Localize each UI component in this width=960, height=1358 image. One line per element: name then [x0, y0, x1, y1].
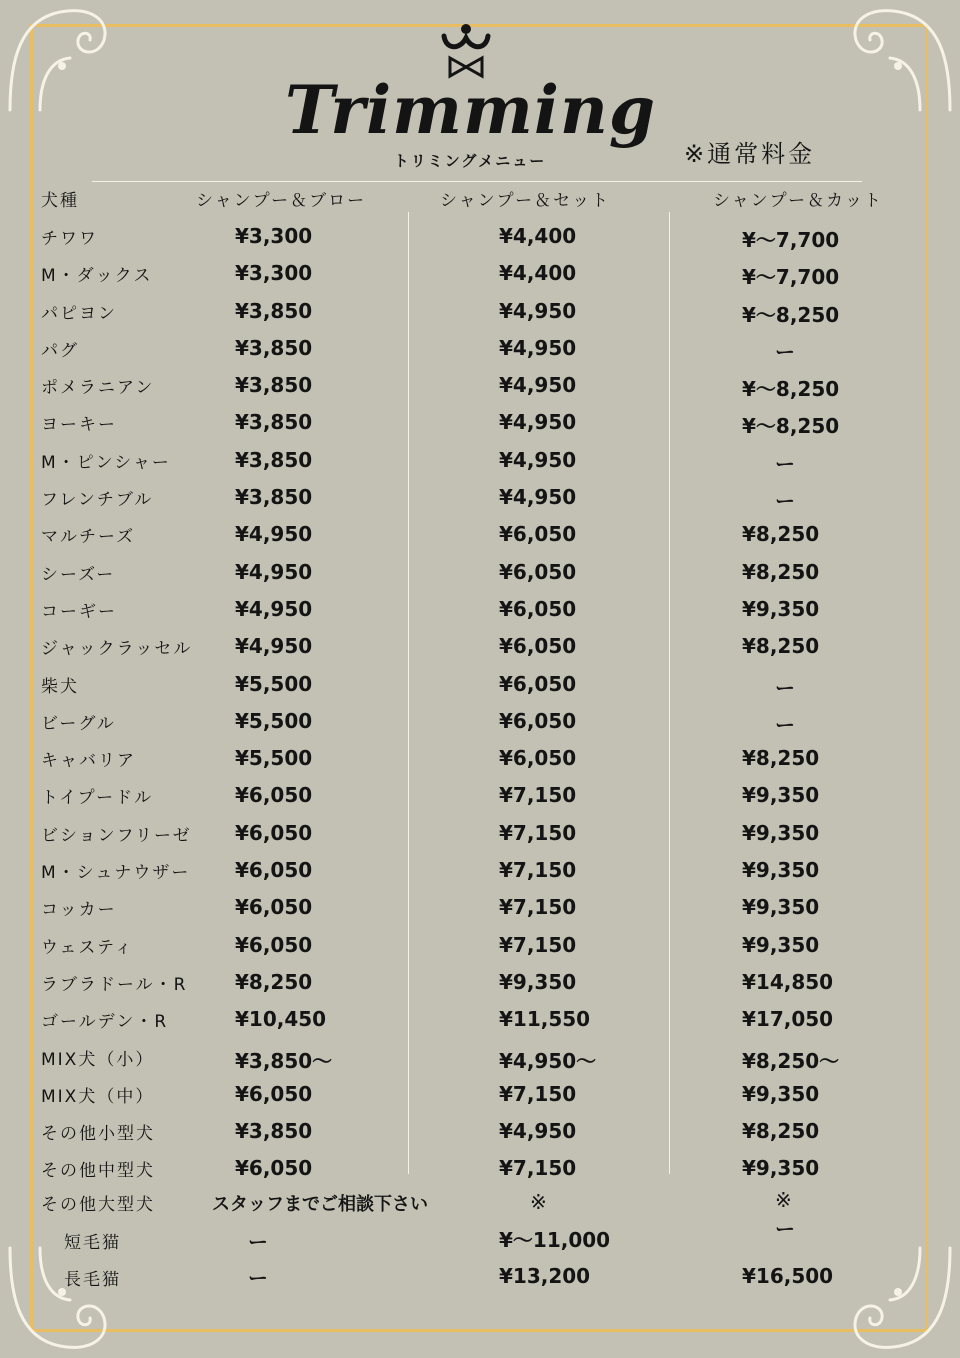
- price-blow: ¥3,300: [235, 261, 313, 286]
- table-row: [0, 293, 960, 330]
- table-row: [0, 889, 960, 926]
- price-blow: ¥3,850: [235, 1119, 313, 1144]
- table-row: [0, 1039, 960, 1076]
- price-cut: ¥8,250: [742, 746, 820, 771]
- price-blow: ¥5,500: [235, 671, 313, 696]
- price-set: ¥4,950: [499, 298, 577, 323]
- breed-name: その他大型犬: [41, 1195, 155, 1215]
- price-cut: ¥8,250: [742, 559, 820, 584]
- price-set: ¥4,400: [499, 224, 577, 248]
- price-set: ¥6,050: [499, 671, 577, 696]
- breed-name: M・シュナウザー: [41, 863, 191, 884]
- asterisk-mark: ※: [530, 1190, 547, 1214]
- price-cut: ¥9,350: [742, 895, 820, 920]
- price-blow: ¥6,050: [235, 858, 313, 883]
- corner-flourish-icon: [840, 0, 960, 120]
- table-row: [0, 554, 960, 591]
- breed-name: ゴールデン・R: [41, 1012, 169, 1033]
- breed-name: ヨーキー: [41, 415, 117, 436]
- price-note: ※通常料金: [684, 140, 816, 168]
- consult-staff-text: スタッフまでご相談下さい: [212, 1194, 428, 1215]
- price-blow: ¥6,050: [235, 783, 313, 808]
- price-set: ¥7,150: [499, 858, 577, 883]
- price-set: ¥4,950: [499, 373, 577, 398]
- breed-name: マルチーズ: [41, 527, 136, 548]
- price-blow: ¥6,050: [235, 895, 313, 920]
- table-row: [0, 852, 960, 889]
- price-table: [0, 218, 960, 1188]
- table-row: [0, 927, 960, 964]
- header-divider: [92, 181, 862, 182]
- table-row: [0, 516, 960, 553]
- price-cut: ー: [775, 339, 795, 364]
- price-cut: ¥8,250: [742, 522, 820, 547]
- price-blow: ¥3,300: [235, 224, 313, 248]
- table-row: [0, 255, 960, 292]
- price-cut: ¥14,850: [742, 969, 834, 994]
- breed-name: ポメラニアン: [41, 378, 155, 399]
- breed-name: コッカー: [41, 900, 117, 921]
- price-set: ¥7,150: [499, 932, 577, 957]
- table-row: [0, 777, 960, 814]
- price-cut: ー: [775, 451, 795, 476]
- price-cut: ¥9,350: [742, 932, 820, 957]
- price-blow: ¥4,950: [235, 522, 313, 547]
- table-row: [0, 367, 960, 404]
- price-set: ¥6,050: [499, 559, 577, 584]
- price-blow: ¥3,850～: [235, 1048, 333, 1073]
- table-row: [0, 628, 960, 665]
- breed-name: チワワ: [41, 229, 98, 249]
- price-cut: ¥9,350: [742, 820, 820, 845]
- price-cut: ¥9,350: [742, 858, 820, 883]
- price-blow: ¥10,450: [235, 1007, 327, 1032]
- breed-name: ビーグル: [41, 713, 116, 734]
- breed-name: ビションフリーゼ: [41, 825, 192, 846]
- table-row: [0, 404, 960, 441]
- breed-name: M・ダックス: [41, 266, 153, 287]
- price-blow: ¥3,850: [235, 335, 313, 360]
- breed-name: 短毛猫: [64, 1233, 121, 1253]
- price-blow: ¥5,500: [235, 746, 313, 771]
- price-set: ¥7,150: [499, 820, 577, 845]
- breed-name: ラブラドール・R: [41, 974, 188, 995]
- price-cut: ¥8,250～: [742, 1048, 840, 1073]
- breed-name: パグ: [41, 340, 79, 361]
- price-set: ¥7,150: [499, 783, 577, 808]
- price-set: ¥6,050: [499, 522, 577, 547]
- price-cut: ¥9,350: [742, 1156, 820, 1181]
- price-cut: ¥9,350: [742, 596, 820, 621]
- price-blow: ¥3,850: [235, 410, 313, 435]
- asterisk-mark: ※: [775, 1188, 792, 1212]
- column-header-blow: シャンプー＆ブロー: [196, 191, 367, 211]
- price-cut: ¥17,050: [742, 1007, 834, 1032]
- price-set: ¥4,950: [499, 485, 577, 510]
- breed-name: ウェスティ: [41, 937, 134, 958]
- breed-name: その他中型犬: [41, 1161, 155, 1182]
- page-title: Trimming: [285, 71, 657, 149]
- breed-name: トイプードル: [41, 788, 154, 809]
- price-cut: ¥～8,250: [742, 302, 840, 327]
- breed-name: パピヨン: [41, 303, 117, 324]
- price-cut: ¥8,250: [742, 1119, 820, 1144]
- table-row: [0, 330, 960, 367]
- price-blow: ¥6,050: [235, 1081, 313, 1106]
- price-set: ¥～11,000: [499, 1228, 611, 1252]
- price-cut: ¥～8,250: [742, 414, 840, 439]
- table-row: [0, 1001, 960, 1038]
- price-cut: ¥9,350: [742, 783, 820, 808]
- corner-flourish-icon: [0, 0, 120, 120]
- price-set: ¥4,950: [499, 410, 577, 435]
- price-set: ¥11,550: [499, 1007, 591, 1032]
- price-blow: ¥3,850: [235, 373, 313, 398]
- breed-name: フレンチブル: [41, 490, 154, 511]
- price-set: ¥7,150: [499, 1156, 577, 1181]
- price-blow: ¥4,950: [235, 559, 313, 584]
- corner-flourish-icon: [840, 1238, 960, 1358]
- table-row: [0, 1150, 960, 1187]
- price-blow: ー: [248, 1230, 268, 1254]
- price-cut: ¥～8,250: [742, 377, 840, 402]
- breed-name: コーギー: [41, 601, 117, 622]
- price-blow: ¥3,850: [235, 485, 313, 510]
- table-row: [0, 479, 960, 516]
- price-set: ¥4,950: [499, 1119, 577, 1144]
- price-set: ¥7,150: [499, 1081, 577, 1106]
- price-set: ¥6,050: [499, 746, 577, 771]
- breed-name: シーズー: [41, 564, 116, 585]
- price-cut: ー: [775, 1217, 795, 1241]
- breed-name: 柴犬: [41, 676, 79, 697]
- price-blow: ¥6,050: [235, 1156, 313, 1181]
- price-set: ¥4,950～: [499, 1048, 597, 1073]
- corner-flourish-icon: [0, 1238, 120, 1358]
- price-set: ¥13,200: [499, 1264, 591, 1288]
- table-row: [0, 666, 960, 703]
- price-cut: ¥16,500: [742, 1264, 834, 1288]
- breed-name: キャバリア: [41, 751, 136, 772]
- breed-name: MIX犬（中）: [41, 1086, 155, 1107]
- table-row: [0, 815, 960, 852]
- table-row: [0, 591, 960, 628]
- column-header-breed: 犬種: [41, 191, 79, 211]
- price-set: ¥6,050: [499, 596, 577, 621]
- table-row: [0, 442, 960, 479]
- price-blow: ー: [248, 1266, 268, 1290]
- price-blow: ¥6,050: [235, 820, 313, 845]
- price-cut: ー: [775, 675, 795, 700]
- column-header-cut: シャンプー＆カット: [713, 191, 883, 211]
- price-set: ¥7,150: [499, 895, 577, 920]
- breed-name: MIX犬（小）: [41, 1049, 155, 1070]
- price-blow: ¥8,250: [235, 969, 313, 994]
- price-cut: ¥～7,700: [742, 228, 840, 252]
- breed-name: ジャックラッセル: [41, 639, 193, 660]
- table-row: [0, 740, 960, 777]
- price-cut: ¥9,350: [742, 1081, 820, 1106]
- price-set: ¥4,950: [499, 335, 577, 360]
- table-row: [0, 218, 960, 255]
- breed-name: M・ピンシャー: [41, 452, 171, 473]
- price-set: ¥4,950: [499, 447, 577, 472]
- price-blow: ¥6,050: [235, 932, 313, 957]
- table-row: [0, 703, 960, 740]
- price-cut: ¥8,250: [742, 634, 820, 659]
- table-row: [0, 1113, 960, 1150]
- price-blow: ¥4,950: [235, 596, 313, 621]
- price-cut: ー: [775, 489, 795, 514]
- breed-name: その他小型犬: [41, 1124, 155, 1145]
- page-subtitle: トリミングメニュー: [393, 152, 547, 170]
- table-row: [0, 1076, 960, 1113]
- price-set: ¥6,050: [499, 634, 577, 659]
- column-header-set: シャンプー＆セット: [440, 191, 611, 211]
- price-cut: ¥～7,700: [742, 265, 840, 290]
- price-blow: ¥3,850: [235, 298, 313, 323]
- price-cut: ー: [775, 712, 795, 737]
- table-row: [0, 964, 960, 1001]
- price-set: ¥9,350: [499, 969, 577, 994]
- price-set: ¥6,050: [499, 708, 577, 733]
- breed-name: 長毛猫: [64, 1270, 121, 1290]
- price-set: ¥4,400: [499, 261, 577, 286]
- price-blow: ¥5,500: [235, 708, 313, 733]
- price-blow: ¥4,950: [235, 634, 313, 659]
- price-blow: ¥3,850: [235, 447, 313, 472]
